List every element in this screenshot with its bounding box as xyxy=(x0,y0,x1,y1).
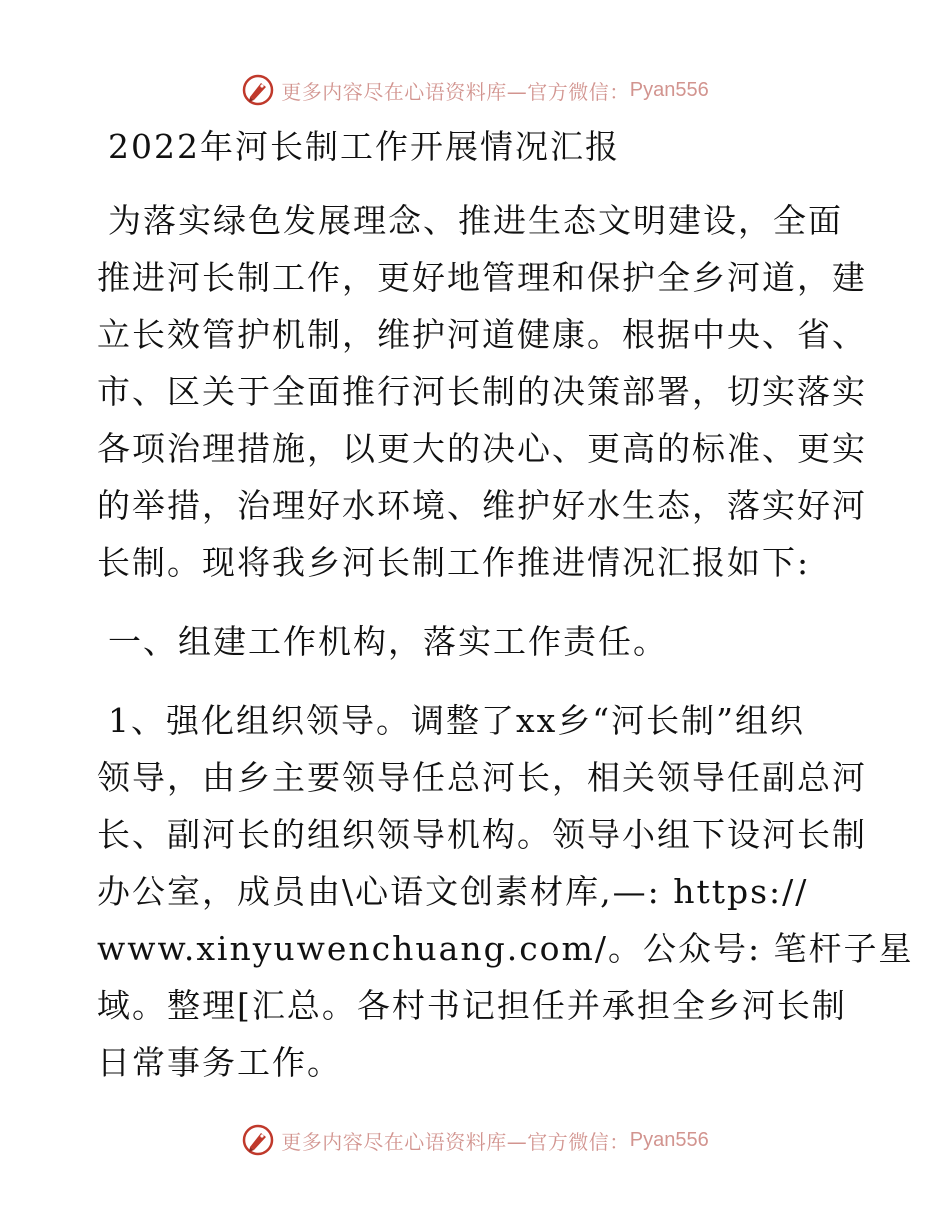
paragraph-line: 长、副河长的组织领导机构。领导小组下设河长制 xyxy=(97,815,867,854)
watermark-account: Pyan556 xyxy=(629,1128,709,1151)
paragraph-line: 域。整理[汇总。各村书记担任并承担全乡河长制 xyxy=(97,986,847,1025)
paragraph-line: 日常事务工作。 xyxy=(97,1043,342,1082)
paragraph-line: 领导，由乡主要领导任总河长，相关领导任副总河 xyxy=(97,758,867,797)
watermark-text: 更多内容尽在心语资料库—官方微信： xyxy=(281,79,630,104)
item-paragraph-1 xyxy=(97,692,914,1091)
footer-watermark xyxy=(0,1120,950,1160)
pen-nib-seal-icon xyxy=(241,73,275,107)
document-body xyxy=(97,124,914,1113)
paragraph-line: 市、区关于全面推行河长制的决策部署，切实落实 xyxy=(97,372,867,411)
paragraph-line: www.xinyuwenchuang.com/。公众号: 笔杆子星 xyxy=(97,929,914,968)
paragraph-line: 为落实绿色发展理念、推进生态文明建设，全面 xyxy=(108,201,843,240)
pen-nib-seal-icon xyxy=(241,1123,275,1157)
document-title: 2022年河长制工作开展情况汇报 xyxy=(108,127,620,166)
paragraph-line: 1、强化组织领导。调整了xx乡“河长制”组织 xyxy=(108,701,805,740)
paragraph-line: 推进河长制工作，更好地管理和保护全乡河道，建 xyxy=(97,258,867,297)
watermark-text: 更多内容尽在心语资料库—官方微信： xyxy=(281,1129,630,1154)
section-heading-1 xyxy=(97,613,857,670)
watermark-account: Pyan556 xyxy=(629,78,709,101)
paragraph-line: 办公室，成员由\心语文创素材库,—: https:// xyxy=(97,872,809,911)
section-heading-text: 一、组建工作机构，落实工作责任。 xyxy=(108,622,668,661)
paragraph-line: 的举措，治理好水环境、维护好水生态，落实好河 xyxy=(97,486,867,525)
paragraph-line: 各项治理措施，以更大的决心、更高的标准、更实 xyxy=(97,429,867,468)
header-watermark xyxy=(0,70,950,110)
paragraph-line: 立长效管护机制，维护河道健康。根据中央、省、 xyxy=(97,315,867,354)
paragraph-line: 长制。现将我乡河长制工作推进情况汇报如下: xyxy=(97,543,811,582)
intro-paragraph xyxy=(97,192,867,591)
